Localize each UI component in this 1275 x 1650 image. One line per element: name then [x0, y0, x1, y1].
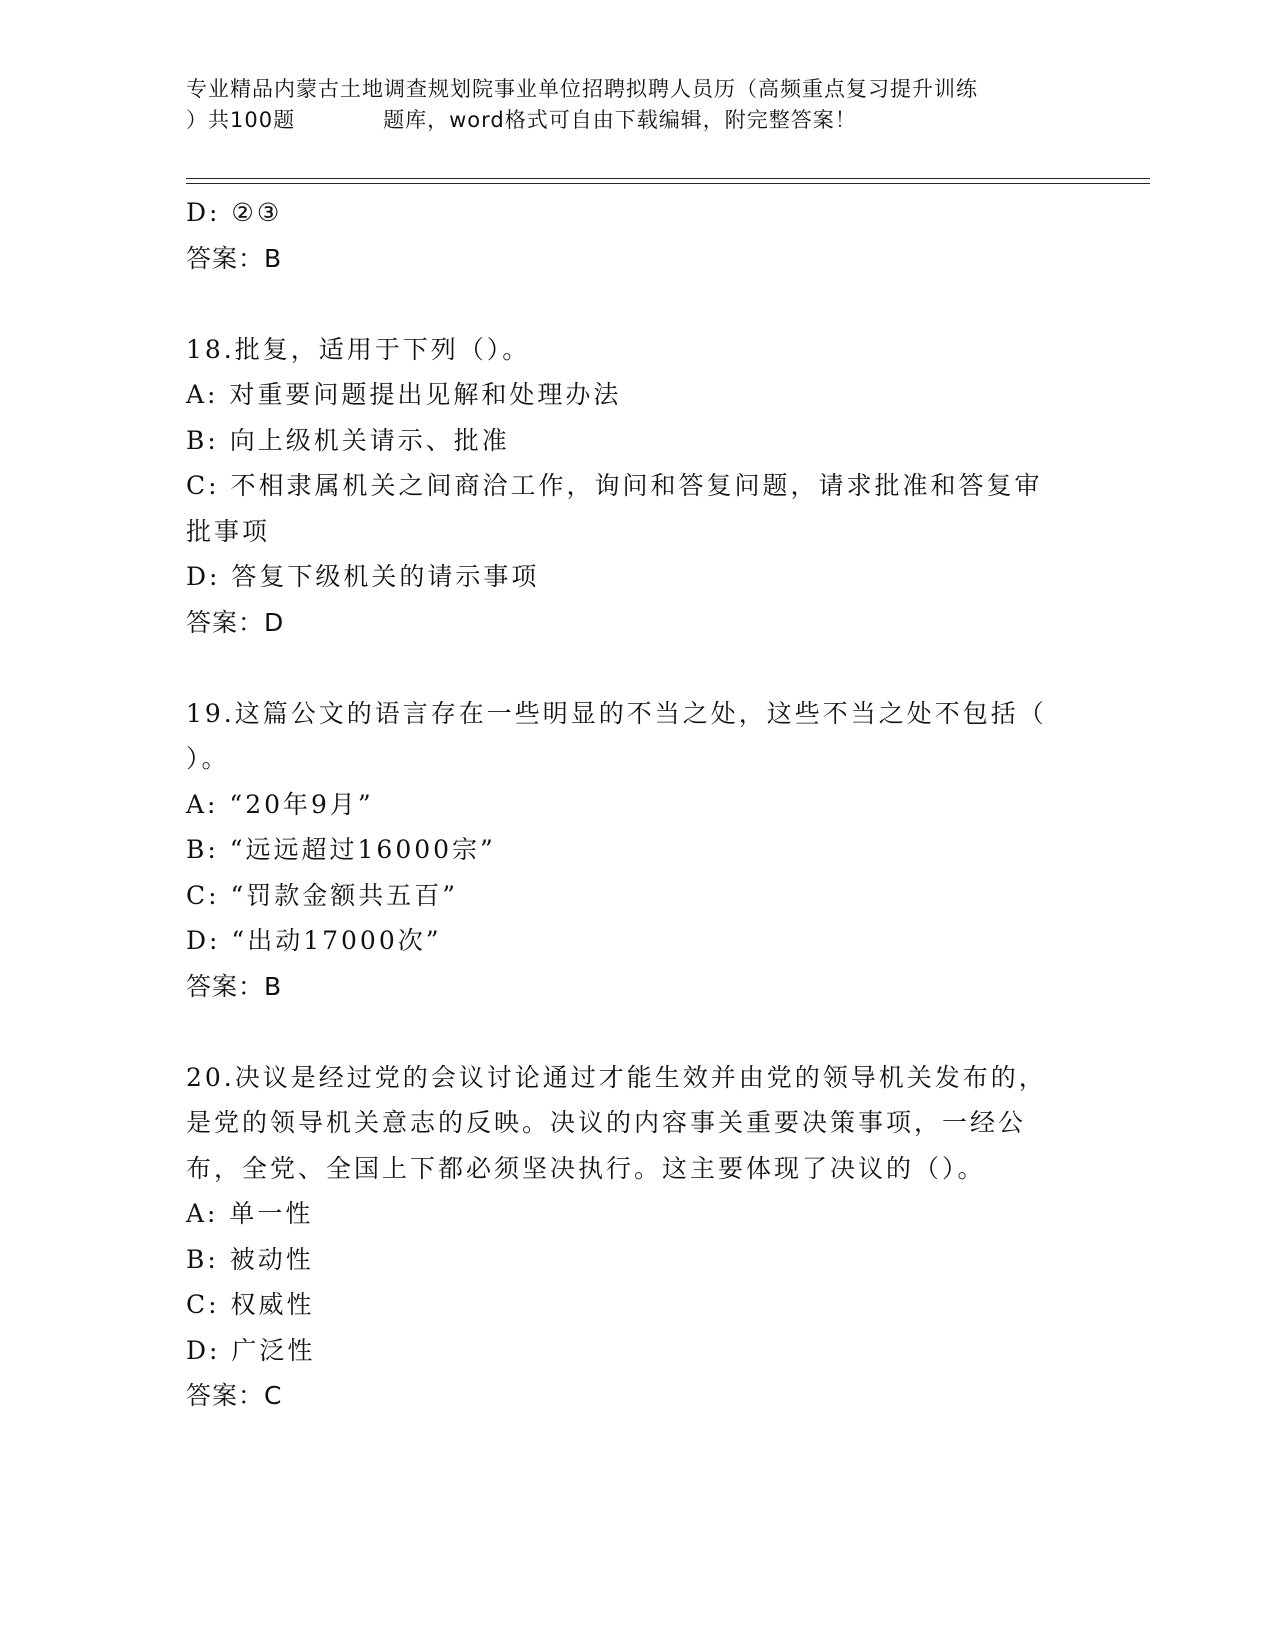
question-stem-continued: ）。 [186, 744, 230, 773]
spacer [186, 1009, 1086, 1055]
question-stem-continued: 布，全党、全国上下都必须坚决执行。这主要体现了决议的（）。 [186, 1153, 986, 1183]
answer-line: 答案：D [186, 607, 285, 637]
option-c-continued: 批事项 [186, 516, 271, 546]
option-d: D: ②③ [186, 198, 283, 227]
page-header [186, 74, 1086, 136]
option-d: D: 答复下级机关的请示事项 [186, 562, 540, 591]
answer-line: 答案：B [186, 243, 283, 273]
option-d: D: 广泛性 [186, 1335, 316, 1365]
question-18 [186, 327, 1086, 646]
option-c: C: 不相隶属机关之间商洽工作，询问和答复问题，请求批准和答复审 [186, 471, 1043, 500]
header-divider-top [186, 178, 1150, 179]
question-20 [186, 1055, 1086, 1419]
question-list [186, 190, 1086, 1419]
answer-line: 答案：B [186, 971, 283, 1001]
option-c: C: 权威性 [186, 1290, 315, 1319]
option-d: D: “出动17000次” [186, 926, 442, 955]
question-stem: 19.这篇公文的语言存在一些明显的不当之处，这些不当之处不包括（ [186, 698, 1047, 728]
option-b: B: 被动性 [186, 1244, 314, 1274]
spacer [186, 281, 1086, 327]
answer-line: 答案：C [186, 1381, 283, 1410]
question-stem: 20.决议是经过党的会议讨论通过才能生效并由党的领导机关发布的， [186, 1062, 1047, 1092]
option-a: A: 单一性 [186, 1199, 314, 1228]
spacer [186, 645, 1086, 691]
question-stem-continued: 是党的领导机关意志的反映。决议的内容事关重要决策事项，一经公 [186, 1108, 1027, 1137]
header-title-line2: ）共100题 题库，word格式可自由下载编辑，附完整答案！ [186, 108, 857, 132]
question-stem: 18.批复，适用于下列（）。 [186, 334, 531, 364]
question-19 [186, 691, 1086, 1010]
option-a: A: 对重要问题提出见解和处理办法 [186, 380, 622, 409]
option-c: C: “罚款金额共五百” [186, 880, 459, 910]
header-title-line1: 专业精品内蒙古土地调查规划院事业单位招聘拟聘人员历（高频重点复习提升训练 [186, 77, 978, 101]
header-divider-bottom [186, 183, 1150, 184]
question-17-tail [186, 190, 1086, 281]
option-b: B: 向上级机关请示、批准 [186, 425, 510, 455]
option-a: A: “20年9月” [186, 789, 374, 819]
option-b: B: “远远超过16000宗” [186, 835, 496, 864]
